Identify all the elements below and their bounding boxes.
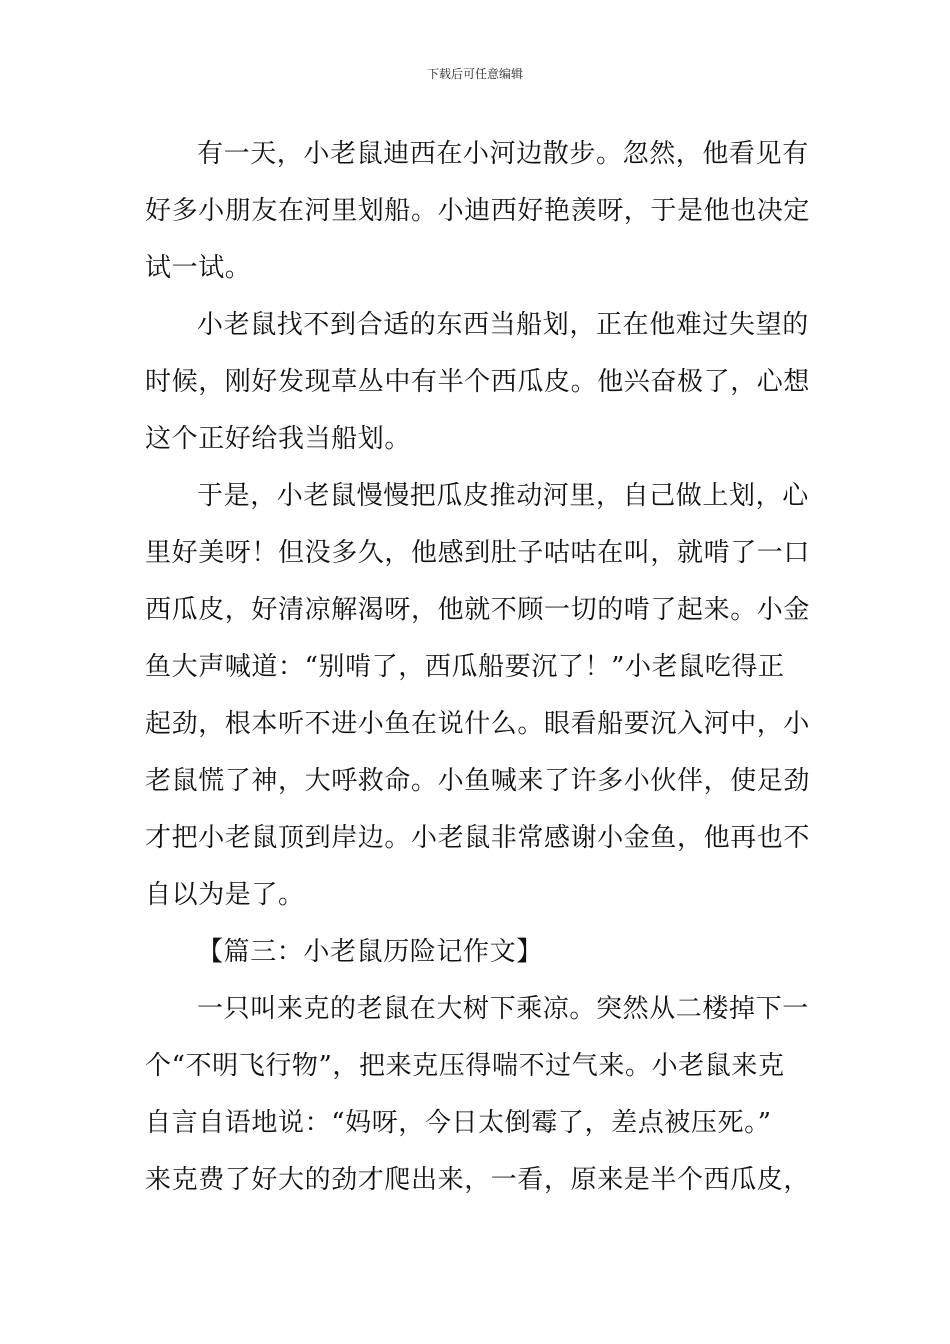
text-line: 于是，小老鼠慢慢把瓜皮推动河里，自己做上划，心 (197, 481, 809, 511)
text-line: 一只叫来克的老鼠在大树下乘凉。突然从二楼掉下一 (197, 994, 809, 1024)
text-line: 西瓜皮，好清凉解渴呀，他就不顾一切的啃了起来。小金 (145, 595, 811, 625)
document-body (145, 126, 811, 1209)
text-line: 起劲，根本听不进小鱼在说什么。眼看船要沉入河中，小 (145, 709, 811, 739)
text-line: 里好美呀！但没多久，他感到肚子咕咕在叫，就啃了一口 (145, 538, 811, 568)
text-line: 才把小老鼠顶到岸边。小老鼠非常感谢小金鱼，他再也不 (145, 823, 811, 853)
text-line: 小老鼠找不到合适的东西当船划，正在他难过失望的 (197, 310, 809, 340)
text-line: 自以为是了。 (145, 880, 305, 910)
text-line: 老鼠慌了神，大呼救命。小鱼喊来了许多小伙伴，使足劲 (145, 766, 811, 796)
text-line: 有一天，小老鼠迪西在小河边散步。忽然，他看见有 (197, 139, 809, 169)
text-line: 来克费了好大的劲才爬出来，一看，原来是半个西瓜皮， (145, 1165, 811, 1195)
text-line: 试一试。 (145, 253, 252, 283)
text-line: 鱼大声喊道：“别啃了，西瓜船要沉了！”小老鼠吃得正 (145, 652, 785, 682)
page-header: 下载后可任意编辑 (426, 67, 523, 81)
text-line: 这个正好给我当船划。 (145, 424, 412, 454)
text-line: 自言自语地说：“妈呀，今日太倒霉了，差点被压死。” (145, 1108, 772, 1138)
text-line: 时候，刚好发现草丛中有半个西瓜皮。他兴奋极了，心想 (145, 367, 811, 397)
text-line: 【篇三：小老鼠历险记作文】 (197, 937, 543, 967)
text-line: 个“不明飞行物”，把来克压得喘不过气来。小老鼠来克 (145, 1051, 785, 1081)
text-line: 好多小朋友在河里划船。小迪西好艳羡呀，于是他也决定 (145, 196, 811, 226)
